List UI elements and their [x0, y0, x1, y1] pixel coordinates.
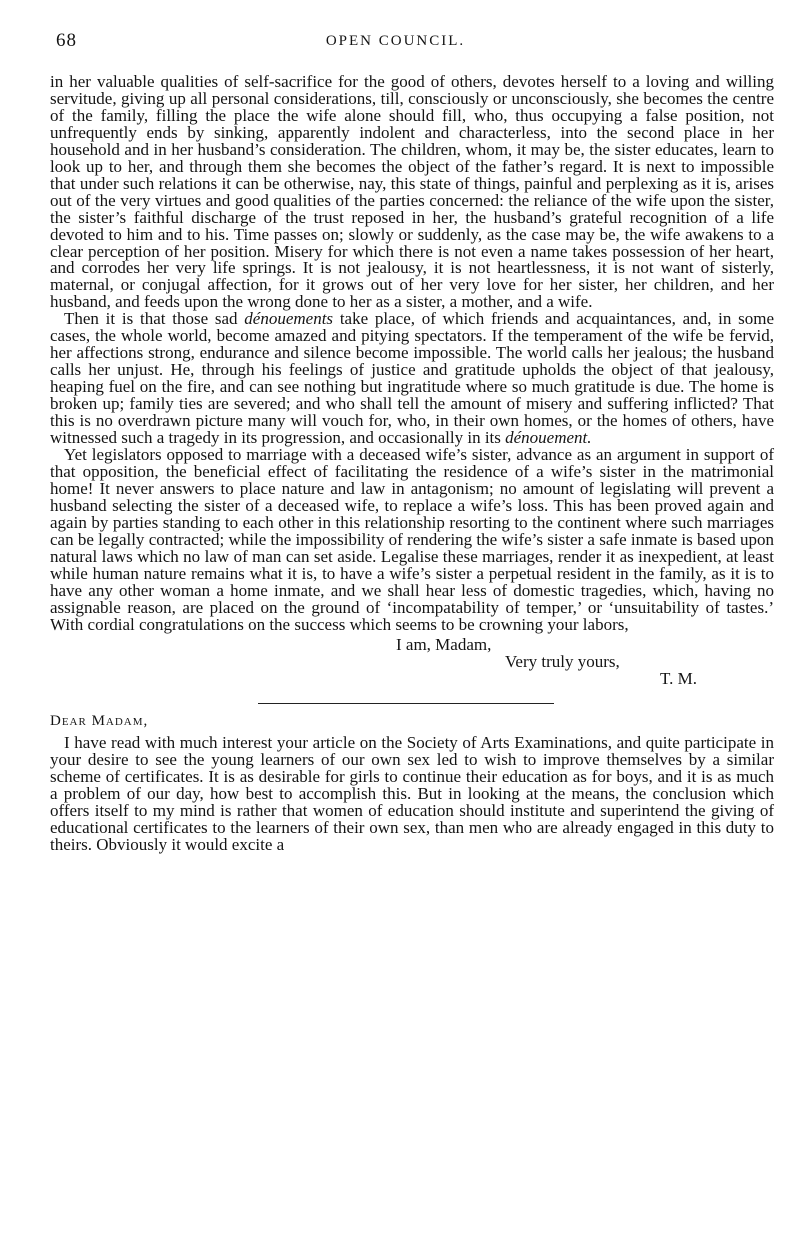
- signature: T. M.: [660, 669, 697, 689]
- page-header: [0, 30, 791, 58]
- running-head: OPEN COUNCIL.: [325, 33, 466, 49]
- p2-text-b: take place, of which friends and acquaintances, and, in some cases, the whole world, become amazed and pitying spectators. If the temperament of the wife be fervid, her affections strong, endurance and silence become impossible. The world calls her jealous; the husband calls her unjust. He, through his feelings of justice and gratitude upholds the object of that jealousy, heaping fuel on the fire, and can see nothing but ingratitude where so much gratitude is due. The home is broken up; family ties are severed; and who shall tell the amount of misery and suffering inflicted? That this is no overdrawn picture many will vouch for, who, in their own homes, or the homes of others, have witnessed such a tragedy in its progression, and occasionally in its: [50, 309, 774, 448]
- letter1-paragraph-1: in her valuable qualities of self-sacrifice for the good of others, devotes herself to a loving and willing servitude, giving up all personal considerations, till, consciously or unconsciously, she becomes the centre of the family, filling the place the wife alone should fill, who, thus occupying a false position, not unfrequently ends by sinking, apparently indolent and characterless, into the second place in her household and in her husband’s consideration. The children, whom, it may be, the sister educates, learn to look up to her, and through them she becomes the object of the father’s regard. It is next to impossible that under such relations it can be otherwise, nay, this state of things, painful and perplexing as it is, arises out of the very virtues and good qualities of the parties concerned: the reliance of the wife upon the sister, the sister’s faithful discharge of the trust reposed in her, the husband’s grateful recognition of a life devoted to him and to his. Time passes on; slowly or suddenly, as the case may be, the wife awakens to a clear perception of her position. Misery for which there is not even a name takes possession of her heart, and corrodes her very life springs. It is not jealousy, it is not heartlessness, it is not want of sisterly, maternal, or conjugal affection, for it grows out of her very love for her sister, her children, and her husband, and feeds upon the wrong done to her as a sister, a mother, and a wife.: [50, 72, 774, 312]
- section-divider: [258, 703, 554, 704]
- letter1-paragraph-2: [50, 311, 774, 447]
- page-number: 68: [56, 30, 77, 51]
- letter1-paragraph-3: Yet legislators opposed to marriage with a deceased wife’s sister, advance as an argument in support of that opposition, the beneficial effect of facilitating the residence of a wife’s sister in the matrimonial home! It never answers to place nature and law in antagonism; no amount of legislating will prevent a husband selecting the sister of a deceased wife, to replace a wife’s loss. This has been proved again and again by parties standing to each other in this relationship resorting to the continent where such marriages can be legally contracted; while the impossibility of rendering the wife’s sister a safe inmate is based upon natural laws which no law of man can set aside. Legalise these marriages, render it as inexpedient, at least while human nature remains what it is, to have a wife’s sister a perpetual resident in the family, as it is to have any other woman a home inmate, and we shall hear less of domestic tragedies, which, having no assignable reason, are placed on the ground of ‘incompatability of temper,’ or ‘unsuitability of tastes.’ With cordial congratulations on the success which seems to be crowning your labors,: [50, 444, 774, 634]
- p2-term-denouements: dénouements: [244, 309, 334, 329]
- article-body: [50, 74, 774, 854]
- p2-text-a: Then it is that those sad: [64, 309, 245, 329]
- closing-line-1: I am, Madam,: [396, 635, 492, 655]
- p2-term-denouement: dénouement.: [505, 428, 592, 448]
- closing-line-2: Very truly yours,: [505, 652, 620, 672]
- letter1-closing: [50, 633, 774, 701]
- letter2-paragraph: I have read with much interest your article on the Society of Arts Examinations, and quite participate in your desire to see the young learners of our own sex led to wish to improve themselves by a similar scheme of certificates. It is as desirable for girls to continue their education as for boys, and it is as much a problem of our day, how best to accomplish this. But in looking at the means, the conclusion which offers itself to my mind is rather that women of education should institute and superintend the giving of educational certificates to the learners of their own sex, than men who are already engaged in this duty to theirs. Obviously it would excite a: [50, 733, 774, 855]
- letter2-salutation: Dear Madam,: [50, 713, 149, 730]
